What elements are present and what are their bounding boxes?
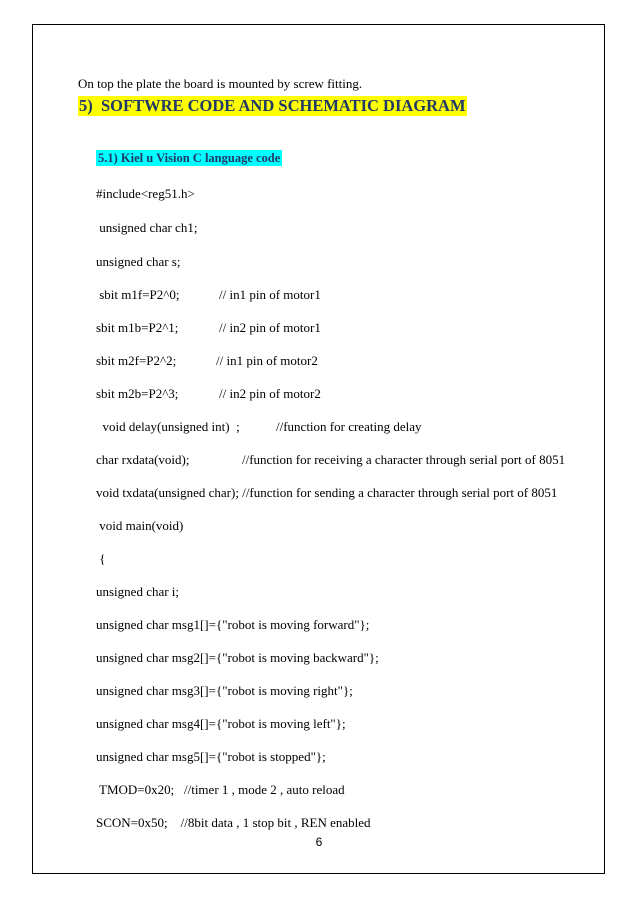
code-line: unsigned char msg3[]={"robot is moving right"}; bbox=[96, 683, 353, 698]
code-comment: //function for receiving a character through serial port of 8051 bbox=[242, 452, 566, 467]
code-line: void main(void) bbox=[96, 518, 184, 533]
section-heading: 5) SOFTWRE CODE AND SCHEMATIC DIAGRAM bbox=[79, 96, 466, 115]
subsection-heading: 5.1) Kiel u Vision C language code bbox=[98, 151, 281, 165]
code-comment: //function for creating delay bbox=[276, 419, 422, 434]
code-comment: // in1 pin of motor1 bbox=[219, 287, 321, 302]
code-line: sbit m1b=P2^1; bbox=[96, 320, 179, 335]
code-line: unsigned char msg2[]={"robot is moving backward"}; bbox=[96, 650, 379, 665]
code-line: unsigned char ch1; bbox=[96, 220, 198, 235]
code-line: SCON=0x50; //8bit data , 1 stop bit , REN enabled bbox=[96, 815, 371, 830]
code-line: char rxdata(void); bbox=[96, 452, 190, 467]
code-line: void delay(unsigned int) ; bbox=[96, 419, 240, 434]
code-line: void txdata(unsigned char); //function for sending a character through serial port of 8051 bbox=[96, 485, 558, 500]
code-line: { bbox=[96, 551, 106, 566]
code-line: sbit m2b=P2^3; bbox=[96, 386, 179, 401]
code-comment: // in2 pin of motor1 bbox=[219, 320, 321, 335]
code-line: sbit m1f=P2^0; bbox=[96, 287, 180, 302]
code-line: unsigned char msg1[]={"robot is moving forward"}; bbox=[96, 617, 370, 632]
code-line: TMOD=0x20; //timer 1 , mode 2 , auto reload bbox=[96, 782, 345, 797]
code-line: unsigned char i; bbox=[96, 584, 180, 599]
code-line: unsigned char msg4[]={"robot is moving left"}; bbox=[96, 716, 346, 731]
intro-paragraph: On top the plate the board is mounted by screw fitting. bbox=[78, 76, 363, 91]
page-number: 6 bbox=[315, 835, 323, 849]
code-line: #include<reg51.h> bbox=[96, 186, 195, 201]
code-comment: // in1 pin of motor2 bbox=[216, 353, 318, 368]
code-line: unsigned char msg5[]={"robot is stopped"}; bbox=[96, 749, 326, 764]
code-comment: // in2 pin of motor2 bbox=[219, 386, 321, 401]
code-line: sbit m2f=P2^2; bbox=[96, 353, 177, 368]
code-line: unsigned char s; bbox=[96, 254, 181, 269]
